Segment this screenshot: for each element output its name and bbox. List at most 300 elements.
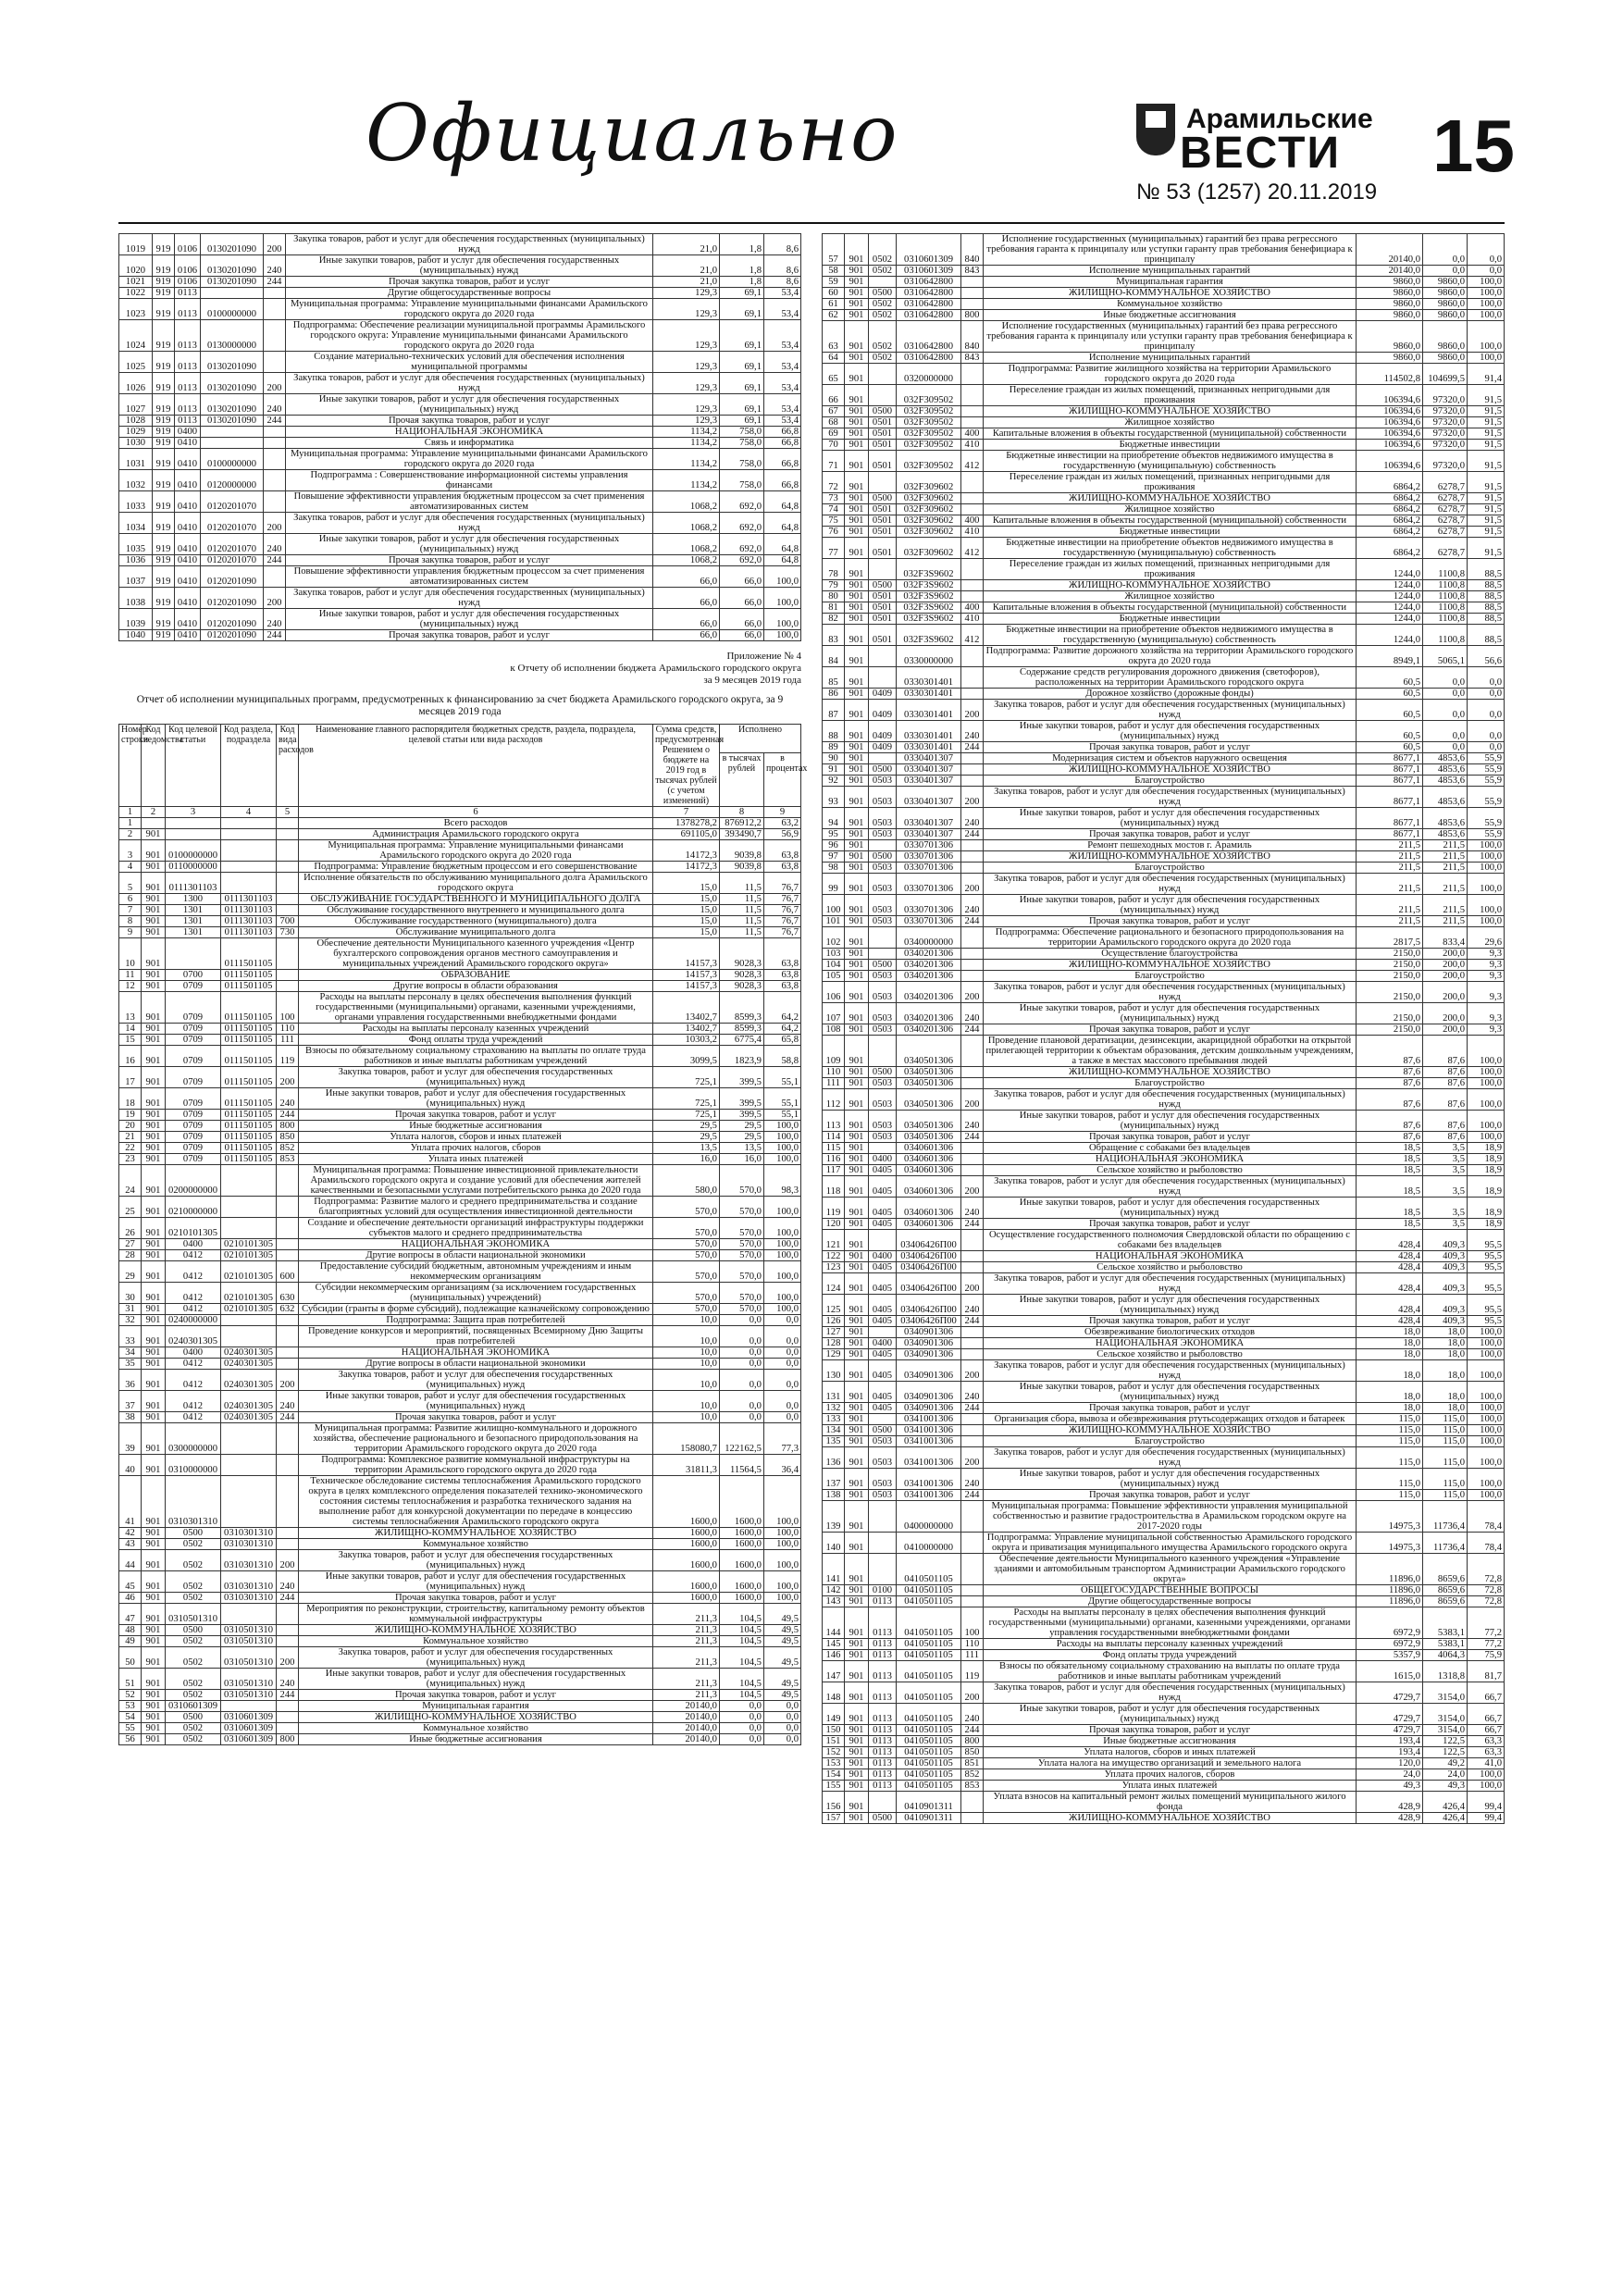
table-row xyxy=(119,873,801,894)
table-cell xyxy=(277,970,299,981)
table-cell: Иные закупки товаров, работ и услуг для обеспечения государственных (муниципальных) нужд xyxy=(984,1003,1357,1024)
table-cell: 81 xyxy=(823,602,845,614)
table-cell: 901 xyxy=(142,1571,166,1593)
table-cell: 10,0 xyxy=(652,1391,719,1412)
table-cell: 100,0 xyxy=(1468,1089,1505,1111)
table-cell: 0111501105 xyxy=(221,1110,277,1121)
table-cell: 901 xyxy=(142,840,166,862)
table-row xyxy=(119,255,801,277)
table-cell: 901 xyxy=(845,1338,869,1349)
table-cell: 8,6 xyxy=(764,277,801,288)
table-cell: 4853,6 xyxy=(1423,776,1468,787)
table-cell: 0410 xyxy=(175,513,201,534)
table-cell: 901 xyxy=(845,829,869,840)
table-cell: 0,0 xyxy=(1423,689,1468,700)
table-cell: 122162,5 xyxy=(719,1423,763,1455)
table-cell: 100,0 xyxy=(1468,310,1505,321)
table-cell: 901 xyxy=(142,1391,166,1412)
table-cell: 97320,0 xyxy=(1423,385,1468,406)
table-cell: 14172,3 xyxy=(652,862,719,873)
table-cell: 0340901306 xyxy=(897,1360,961,1382)
table-cell: 69,1 xyxy=(720,352,764,373)
table-cell: 4853,6 xyxy=(1423,764,1468,776)
table-cell: 03406426П00 xyxy=(897,1316,961,1327)
table-cell: 91,5 xyxy=(1468,527,1505,538)
table-cell: 570,0 xyxy=(652,1250,719,1261)
table-cell: 0310601309 xyxy=(166,1701,221,1712)
table-cell: Подпрограмма: Управление бюджетным процессом и его совершенствование xyxy=(299,862,653,873)
table-cell: 901 xyxy=(845,625,869,646)
table-cell: Осуществление государственного полномочия Свердловской области по обращению с собаками без владельцев xyxy=(984,1230,1357,1251)
table-cell: 70 xyxy=(823,440,845,451)
table-cell: 18,5 xyxy=(1357,1198,1423,1219)
table-cell: 100,0 xyxy=(1468,916,1505,927)
table-cell: 1036 xyxy=(119,555,153,566)
table-cell: 901 xyxy=(845,1436,869,1447)
table-cell: 901 xyxy=(845,1316,869,1327)
table-cell: 76 xyxy=(823,527,845,538)
table-cell: 901 xyxy=(845,1533,869,1554)
table-row xyxy=(823,1067,1505,1078)
table-cell: 100,0 xyxy=(763,1261,800,1283)
table-cell: 21,0 xyxy=(653,255,720,277)
table-cell: 104,5 xyxy=(719,1604,763,1625)
table-cell xyxy=(961,493,984,504)
table-cell: 901 xyxy=(845,689,869,700)
table-cell: 3,5 xyxy=(1423,1165,1468,1176)
table-cell: 919 xyxy=(153,277,175,288)
table-cell: Субсидии некоммерческим организациям (за исключением государственных (муниципальных) учреждений) xyxy=(299,1283,653,1304)
table-cell: 126 xyxy=(823,1316,845,1327)
table-cell: 0500 xyxy=(166,1712,221,1723)
table-cell: 9,3 xyxy=(1468,949,1505,960)
table-cell: 14157,3 xyxy=(652,970,719,981)
table-cell: 1244,0 xyxy=(1357,625,1423,646)
table-cell: 39 xyxy=(119,1423,142,1455)
table-cell: 0709 xyxy=(166,1067,221,1088)
table-cell: 142 xyxy=(823,1585,845,1596)
table-cell: 95,5 xyxy=(1468,1295,1505,1316)
table-cell: 1,8 xyxy=(720,234,764,255)
table-cell: 77,3 xyxy=(763,1423,800,1455)
table-cell: 919 xyxy=(153,609,175,630)
table-cell: 0,0 xyxy=(763,1723,800,1734)
table-cell: 0405 xyxy=(869,1295,897,1316)
table-cell: 1100,8 xyxy=(1423,625,1468,646)
table-cell xyxy=(961,559,984,580)
table-row xyxy=(119,1154,801,1165)
table-cell: Иные закупки товаров, работ и услуг для обеспечения государственных (муниципальных) нужд xyxy=(299,1669,653,1690)
table-cell: 116 xyxy=(823,1154,845,1165)
table-cell: 97 xyxy=(823,851,845,863)
table-cell: 0503 xyxy=(869,971,897,982)
table-cell: 87,6 xyxy=(1423,1089,1468,1111)
table-cell: Сельское хозяйство и рыболовство xyxy=(984,1349,1357,1360)
table-cell: 100,0 xyxy=(1468,1403,1505,1414)
table-cell: Прочая закупка товаров, работ и услуг xyxy=(286,630,653,641)
table-cell: 0,0 xyxy=(1468,234,1505,266)
table-cell: 901 xyxy=(142,1315,166,1326)
table-cell: 0310601309 xyxy=(221,1734,277,1745)
table-cell: 3154,0 xyxy=(1423,1682,1468,1704)
table-cell: 12 xyxy=(119,981,142,992)
table-cell: 6864,2 xyxy=(1357,504,1423,515)
table-cell: Благоустройство xyxy=(984,971,1357,982)
table-cell xyxy=(869,1036,897,1067)
table-cell: 876912,2 xyxy=(719,818,763,829)
table-cell: 3099,5 xyxy=(652,1046,719,1067)
table-cell: 901 xyxy=(845,1585,869,1596)
table-cell: 9860,0 xyxy=(1423,277,1468,288)
table-row xyxy=(119,1132,801,1143)
table-cell: 0210101305 xyxy=(221,1250,277,1261)
table-cell: 0501 xyxy=(869,440,897,451)
table-cell: 0502 xyxy=(869,321,897,353)
table-cell: 240 xyxy=(277,1571,299,1593)
table-cell: 0120201070 xyxy=(201,513,264,534)
table-cell: Проведение конкурсов и мероприятий, посвященных Всемирному Дню Защиты прав потребителей xyxy=(299,1326,653,1347)
table-cell: 0330701306 xyxy=(897,863,961,874)
table-row xyxy=(823,1349,1505,1360)
table-cell: 9860,0 xyxy=(1423,310,1468,321)
table-cell: 240 xyxy=(961,1198,984,1219)
table-cell: 0500 xyxy=(166,1528,221,1539)
table-cell xyxy=(961,417,984,428)
table-cell: 10,0 xyxy=(652,1326,719,1347)
table-cell: 0310601309 xyxy=(221,1723,277,1734)
table-cell xyxy=(221,1165,277,1197)
table-cell: 55 xyxy=(119,1723,142,1734)
table-cell: 0412 xyxy=(166,1250,221,1261)
table-cell: 0500 xyxy=(869,1067,897,1078)
table-cell: 64,8 xyxy=(764,555,801,566)
table-cell: 1301 xyxy=(166,905,221,916)
table-cell: 0,0 xyxy=(1468,721,1505,742)
table-cell: 244 xyxy=(961,1316,984,1327)
table-cell: 570,0 xyxy=(719,1218,763,1239)
col-header: Код ведомства xyxy=(142,725,166,807)
table-cell: Муниципальная программа: Управление муниципальными финансами Арамильского городского округа до 2020 года xyxy=(299,840,653,862)
table-cell: 0709 xyxy=(166,1088,221,1110)
table-cell: 0405 xyxy=(869,1219,897,1230)
table-cell: 1615,0 xyxy=(1357,1661,1423,1682)
table-cell: 100,0 xyxy=(763,1550,800,1571)
table-cell: 919 xyxy=(153,320,175,352)
table-cell: 1600,0 xyxy=(719,1528,763,1539)
table-row xyxy=(119,1024,801,1035)
table-cell: ОБЩЕГОСУДАРСТВЕННЫЕ ВОПРОСЫ xyxy=(984,1585,1357,1596)
table-cell: 0240301305 xyxy=(221,1347,277,1359)
table-cell: 0310601309 xyxy=(897,266,961,277)
table-cell: 758,0 xyxy=(720,470,764,491)
table-cell: 99,4 xyxy=(1468,1792,1505,1813)
table-cell: 63,3 xyxy=(1468,1736,1505,1747)
table-cell: 9,3 xyxy=(1468,1003,1505,1024)
table-cell: 901 xyxy=(142,1239,166,1250)
table-row xyxy=(823,1704,1505,1725)
table-cell: 100,0 xyxy=(763,1121,800,1132)
table-cell: 901 xyxy=(845,1198,869,1219)
table-cell xyxy=(961,667,984,689)
table-cell: 901 xyxy=(845,982,869,1003)
table-cell: 60 xyxy=(823,288,845,299)
table-row xyxy=(119,234,801,255)
table-cell: Иные закупки товаров, работ и услуг для обеспечения государственных (муниципальных) нужд xyxy=(286,534,653,555)
table-cell: Исполнение муниципальных гарантий xyxy=(984,353,1357,364)
table-cell: 901 xyxy=(845,1501,869,1533)
table-cell: 211,5 xyxy=(1357,895,1423,916)
table-cell: 0410000000 xyxy=(897,1533,961,1554)
table-row xyxy=(823,440,1505,451)
table-cell: 901 xyxy=(142,938,166,970)
table-cell: 0503 xyxy=(869,808,897,829)
table-cell: 18,5 xyxy=(1357,1165,1423,1176)
table-cell xyxy=(264,299,286,320)
table-cell: 901 xyxy=(845,1154,869,1165)
table-cell: 6972,9 xyxy=(1357,1639,1423,1650)
table-cell: 0412 xyxy=(166,1412,221,1423)
table-cell: 200 xyxy=(264,588,286,609)
table-cell: 0501 xyxy=(869,515,897,527)
table-cell xyxy=(277,894,299,905)
table-cell: 0405 xyxy=(869,1176,897,1198)
column-number: 9 xyxy=(763,807,800,818)
table-cell: 91,5 xyxy=(1468,417,1505,428)
table-cell xyxy=(961,1533,984,1554)
table-cell: 73 xyxy=(823,493,845,504)
table-cell: 56,9 xyxy=(763,829,800,840)
table-cell: 104,5 xyxy=(719,1636,763,1647)
table-cell xyxy=(961,1165,984,1176)
table-cell: 18,9 xyxy=(1468,1198,1505,1219)
table-row xyxy=(119,491,801,513)
table-cell: 21 xyxy=(119,1132,142,1143)
table-cell: 115,0 xyxy=(1357,1414,1423,1425)
table-row xyxy=(119,1723,801,1734)
table-cell: 64,8 xyxy=(764,513,801,534)
table-cell: 0341001306 xyxy=(897,1425,961,1436)
table-cell: ЖИЛИЩНО-КОММУНАЛЬНОЕ ХОЗЯЙСТВО xyxy=(984,1425,1357,1436)
table-cell: 1134,2 xyxy=(653,427,720,438)
table-cell: Уплата иных платежей xyxy=(984,1781,1357,1792)
table-cell: 10,0 xyxy=(652,1370,719,1391)
table-cell: 0330401307 xyxy=(897,764,961,776)
table-cell: 0405 xyxy=(869,1360,897,1382)
column-number: 4 xyxy=(221,807,277,818)
table-cell xyxy=(961,591,984,602)
table-cell: Обслуживание государственного (муниципального) долга xyxy=(299,916,653,927)
table-cell: 0100 xyxy=(869,1585,897,1596)
table-cell: 0410 xyxy=(175,449,201,470)
table-cell: 0409 xyxy=(869,721,897,742)
table-cell: 122,5 xyxy=(1423,1747,1468,1758)
table-cell: 100,0 xyxy=(1468,1327,1505,1338)
table-cell: 901 xyxy=(142,992,166,1024)
table-cell: 11,5 xyxy=(719,873,763,894)
table-cell: 1032 xyxy=(119,470,153,491)
table-cell: 0111301103 xyxy=(221,905,277,916)
table-cell: 0,0 xyxy=(719,1734,763,1745)
table-cell: 14 xyxy=(119,1024,142,1035)
table-cell: 0200000000 xyxy=(166,1165,221,1197)
table-cell: 901 xyxy=(845,527,869,538)
table-cell: 11896,0 xyxy=(1357,1596,1423,1607)
table-cell: 630 xyxy=(277,1283,299,1304)
table-cell: 4064,3 xyxy=(1423,1650,1468,1661)
table-cell: 0709 xyxy=(166,1143,221,1154)
table-cell: 0409 xyxy=(869,689,897,700)
table-cell: 9,3 xyxy=(1468,982,1505,1003)
table-cell: 0412 xyxy=(166,1283,221,1304)
table-cell: 3,5 xyxy=(1423,1176,1468,1198)
table-cell: 0340501306 xyxy=(897,1078,961,1089)
table-row xyxy=(119,1370,801,1391)
table-cell: 901 xyxy=(845,1758,869,1769)
table-cell: 1027 xyxy=(119,394,153,416)
table-cell: Осуществление благоустройства xyxy=(984,949,1357,960)
table-cell: 53,4 xyxy=(764,394,801,416)
table-cell: Иные бюджетные ассигнования xyxy=(984,1736,1357,1747)
table-cell: 100,0 xyxy=(1468,1769,1505,1781)
table-row xyxy=(823,840,1505,851)
table-cell: 0120000000 xyxy=(201,470,264,491)
table-cell: 0330401307 xyxy=(897,829,961,840)
table-cell: 901 xyxy=(845,1747,869,1758)
table-cell: 244 xyxy=(961,1132,984,1143)
table-cell: 63,2 xyxy=(763,818,800,829)
programs-table-left xyxy=(118,724,808,1745)
table-cell: 032F309502 xyxy=(897,451,961,472)
top-table-body xyxy=(119,234,801,641)
table-cell: 244 xyxy=(277,1412,299,1423)
table-cell: 901 xyxy=(142,905,166,916)
table-cell: 0340501306 xyxy=(897,1111,961,1132)
table-cell: 240 xyxy=(961,1111,984,1132)
table-cell: 129,3 xyxy=(653,416,720,427)
table-cell: 901 xyxy=(142,1625,166,1636)
table-cell: 18,0 xyxy=(1357,1327,1423,1338)
table-cell: 99,4 xyxy=(1468,1813,1505,1824)
table-cell: 51 xyxy=(119,1669,142,1690)
table-cell: 0310642800 xyxy=(897,277,961,288)
table-cell: 1035 xyxy=(119,534,153,555)
table-cell: 901 xyxy=(845,1219,869,1230)
table-cell: 692,0 xyxy=(720,513,764,534)
table-cell: 18 xyxy=(119,1088,142,1110)
table-cell: 692,0 xyxy=(720,534,764,555)
table-cell: 1600,0 xyxy=(652,1571,719,1593)
table-cell: 119 xyxy=(823,1198,845,1219)
table-cell: 901 xyxy=(845,493,869,504)
table-cell: 8659,6 xyxy=(1423,1554,1468,1585)
table-cell: 49 xyxy=(119,1636,142,1647)
table-row xyxy=(119,1539,801,1550)
table-cell: 84 xyxy=(823,646,845,667)
table-cell xyxy=(869,646,897,667)
table-cell: 111 xyxy=(277,1035,299,1046)
right-table-body xyxy=(823,234,1505,1824)
table-cell xyxy=(277,829,299,840)
table-row xyxy=(119,1690,801,1701)
table-cell: Мероприятия по реконструкции, строительству, капитальному ремонту объектов коммунальной инфраструктуры xyxy=(299,1604,653,1625)
table-cell: 0340901306 xyxy=(897,1327,961,1338)
table-cell: 0341001306 xyxy=(897,1469,961,1490)
table-cell: 0502 xyxy=(166,1669,221,1690)
table-cell: 200 xyxy=(264,513,286,534)
table-cell: 0130201090 xyxy=(201,255,264,277)
table-cell: 0503 xyxy=(869,787,897,808)
table-cell: 919 xyxy=(153,255,175,277)
table-cell: 21,0 xyxy=(653,277,720,288)
table-row xyxy=(119,1391,801,1412)
table-cell: 0410501105 xyxy=(897,1725,961,1736)
table-cell: 0113 xyxy=(869,1747,897,1758)
table-cell: 18,0 xyxy=(1423,1327,1468,1338)
table-cell: 76,7 xyxy=(763,894,800,905)
table-cell: Иные закупки товаров, работ и услуг для обеспечения государственных (муниципальных) нужд xyxy=(984,1295,1357,1316)
table-cell xyxy=(961,753,984,764)
table-cell: 1,8 xyxy=(720,255,764,277)
table-cell: 87,6 xyxy=(1357,1132,1423,1143)
table-cell: 1600,0 xyxy=(652,1539,719,1550)
table-cell: 0111301103 xyxy=(166,873,221,894)
table-row xyxy=(823,960,1505,971)
table-cell: 03406426П00 xyxy=(897,1295,961,1316)
table-cell: Иные закупки товаров, работ и услуг для обеспечения государственных (муниципальных) нужд xyxy=(984,1469,1357,1490)
table-cell: 0113 xyxy=(175,288,201,299)
table-row xyxy=(119,299,801,320)
table-cell: 0410501105 xyxy=(897,1661,961,1682)
table-cell: Закупка товаров, работ и услуг для обеспечения государственных (муниципальных) нужд xyxy=(984,1089,1357,1111)
table-cell: 692,0 xyxy=(720,555,764,566)
table-cell: 28 xyxy=(119,1250,142,1261)
table-cell: 115,0 xyxy=(1423,1425,1468,1436)
table-cell: 87,6 xyxy=(1357,1078,1423,1089)
table-cell: 53,4 xyxy=(764,373,801,394)
table-cell: 1301 xyxy=(166,916,221,927)
table-cell: 8677,1 xyxy=(1357,753,1423,764)
coat-of-arms-icon xyxy=(1136,104,1175,155)
table-cell: 11896,0 xyxy=(1357,1585,1423,1596)
table-cell: 55,9 xyxy=(1468,776,1505,787)
table-cell: 9028,3 xyxy=(719,970,763,981)
table-cell: 901 xyxy=(845,1704,869,1725)
table-cell: 0502 xyxy=(869,353,897,364)
table-cell: 0340201306 xyxy=(897,982,961,1003)
table-cell: 409,3 xyxy=(1423,1273,1468,1295)
table-cell: 400 xyxy=(961,602,984,614)
table-cell: 20140,0 xyxy=(652,1701,719,1712)
table-cell: 0709 xyxy=(166,1024,221,1035)
table-cell: 632 xyxy=(277,1304,299,1315)
table-cell: 0410501105 xyxy=(897,1682,961,1704)
table-cell: 4853,6 xyxy=(1423,808,1468,829)
table-cell xyxy=(277,1701,299,1712)
table-cell: 1600,0 xyxy=(652,1476,719,1528)
table-cell: 4853,6 xyxy=(1423,753,1468,764)
table-cell: 1100,8 xyxy=(1423,602,1468,614)
table-cell: 129,3 xyxy=(653,352,720,373)
table-cell: 1068,2 xyxy=(653,491,720,513)
table-cell: 570,0 xyxy=(719,1197,763,1218)
table-row xyxy=(823,949,1505,960)
table-cell: Подпрограмма: Управление муниципальной собственностью Арамильского городского округа и приватизация муниципального имущества Арамильского городского округа xyxy=(984,1533,1357,1554)
table-cell: 0410501105 xyxy=(897,1650,961,1661)
table-cell: 0502 xyxy=(869,299,897,310)
table-cell: 0405 xyxy=(869,1316,897,1327)
table-cell: 2150,0 xyxy=(1357,982,1423,1003)
table-cell: 8677,1 xyxy=(1357,776,1423,787)
